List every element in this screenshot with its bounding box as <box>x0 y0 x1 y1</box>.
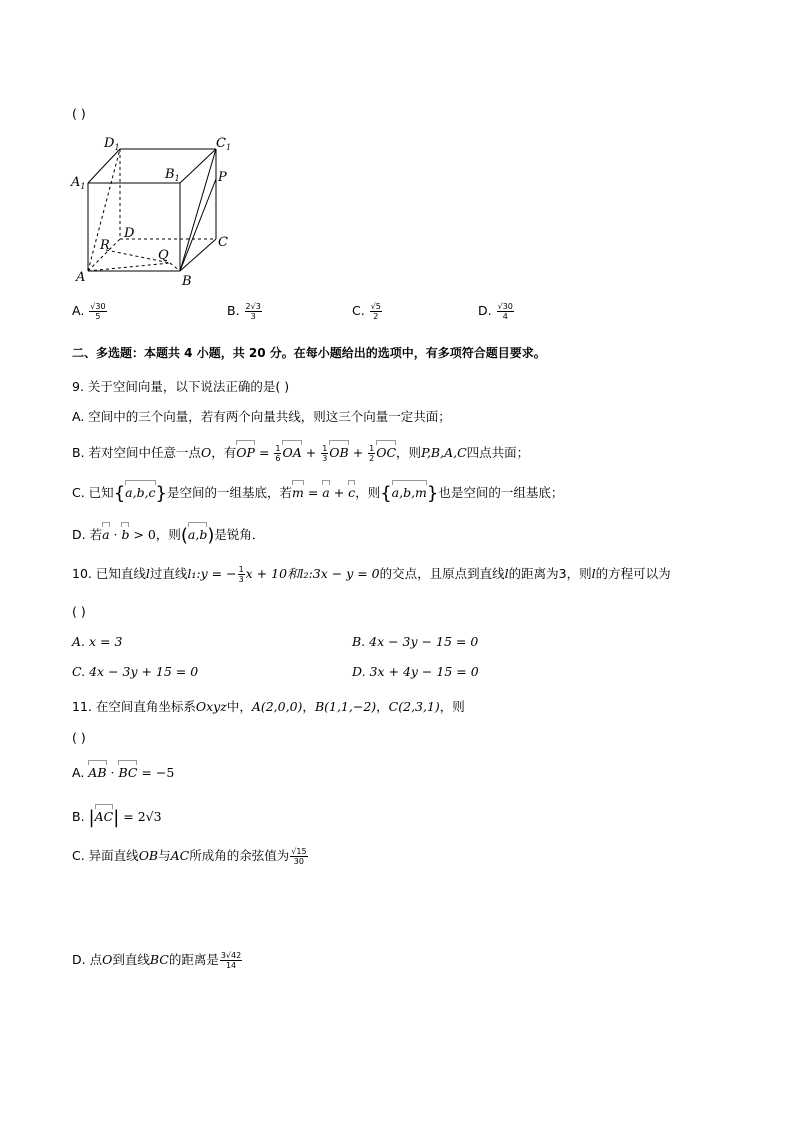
q11-option-a[interactable]: A. AB · BC = −5 <box>72 760 174 780</box>
label-C1: $C_1$ <box>216 136 232 152</box>
edge-BC <box>180 239 216 271</box>
q9-option-b[interactable]: B. 若对空间中任意一点O，有OP = $\frac{1}{6}$ OA + $\frac{1}{3}$ OB + $\frac{1}{2}$ OC，则P,B,A,C四点共面； <box>72 440 529 463</box>
label-D: D <box>124 226 135 241</box>
q9-option-d[interactable]: D. 若a · b > 0，则(a,b)是锐角． <box>72 522 264 546</box>
q11-stem: 11. 在空间直角坐标系Oxyz中，A(2,0,0)，B(1,1,−2)，C(2,3,1)，则 <box>72 699 465 714</box>
q10-option-c[interactable]: C. 4x − 3y + 15 = 0 <box>72 664 199 679</box>
label-B: B <box>182 274 192 289</box>
q8-option-c[interactable]: C. $\frac{√5}{2}$ <box>352 302 381 321</box>
q10-stem: 10. 已知直线l过直线l₁:y = − $\frac{1}{3}$ x + 10和l₂:3x − y = 0的交点，且原点到直线l的距离为3，则l的方程可以为 <box>72 565 671 584</box>
q11-answer-paren: ( ) <box>72 730 86 745</box>
q8-answer-paren: ( ) <box>72 106 86 121</box>
segment-BP <box>180 179 216 271</box>
q9-stem: 9. 关于空间向量，以下说法正确的是( ) <box>72 379 290 394</box>
q8-option-a[interactable]: A. $\frac{√30}{5}$ <box>72 302 106 321</box>
cube-figure <box>70 133 240 293</box>
q10-option-d[interactable]: D. 3x + 4y − 15 = 0 <box>352 664 479 679</box>
label-A: A <box>76 270 86 285</box>
label-P: P <box>218 170 227 185</box>
section-heading-multiple-choice: 二、多选题：本题共 4 小题，共 20 分。在每小题给出的选项中，有多项符合题目要求。 <box>72 346 546 360</box>
q8-option-d[interactable]: D. $\frac{√30}{4}$ <box>478 302 513 321</box>
segment-BC1 <box>180 149 216 271</box>
q10-option-b[interactable]: B. 4x − 3y − 15 = 0 <box>352 634 479 649</box>
q11-option-c[interactable]: C. 异面直线OB与AC所成角的余弦值为 $\frac{√15}{30}$ <box>72 847 307 866</box>
label-A1: $A_1$ <box>71 175 86 191</box>
q9-option-c[interactable]: C. 已知{a,b,c}是空间的一组基底，若m = a + c，则{a,b,m}也是空间的一组基底； <box>72 480 563 504</box>
label-Q: Q <box>158 248 169 263</box>
label-B1: $B_1$ <box>165 167 180 183</box>
q11-option-d[interactable]: D. 点O到直线BC的距离是 $\frac{3√42}{14}$ <box>72 951 242 970</box>
q11-option-b[interactable]: B. |AC| = 2√3 <box>72 804 162 828</box>
q10-option-a[interactable]: A. x = 3 <box>72 634 123 649</box>
label-D1: $D_1$ <box>104 136 120 152</box>
label-C: C <box>218 235 228 250</box>
q9-option-a[interactable]: A. 空间中的三个向量，若有两个向量共线，则这三个向量一定共面； <box>72 409 451 424</box>
label-R: R <box>100 238 110 253</box>
hidden-segment-AQ <box>88 263 170 271</box>
q10-answer-paren: ( ) <box>72 604 86 619</box>
q8-option-b[interactable]: B. $\frac{2√3}{3}$ <box>227 302 261 321</box>
hidden-segment-QB <box>170 263 180 271</box>
